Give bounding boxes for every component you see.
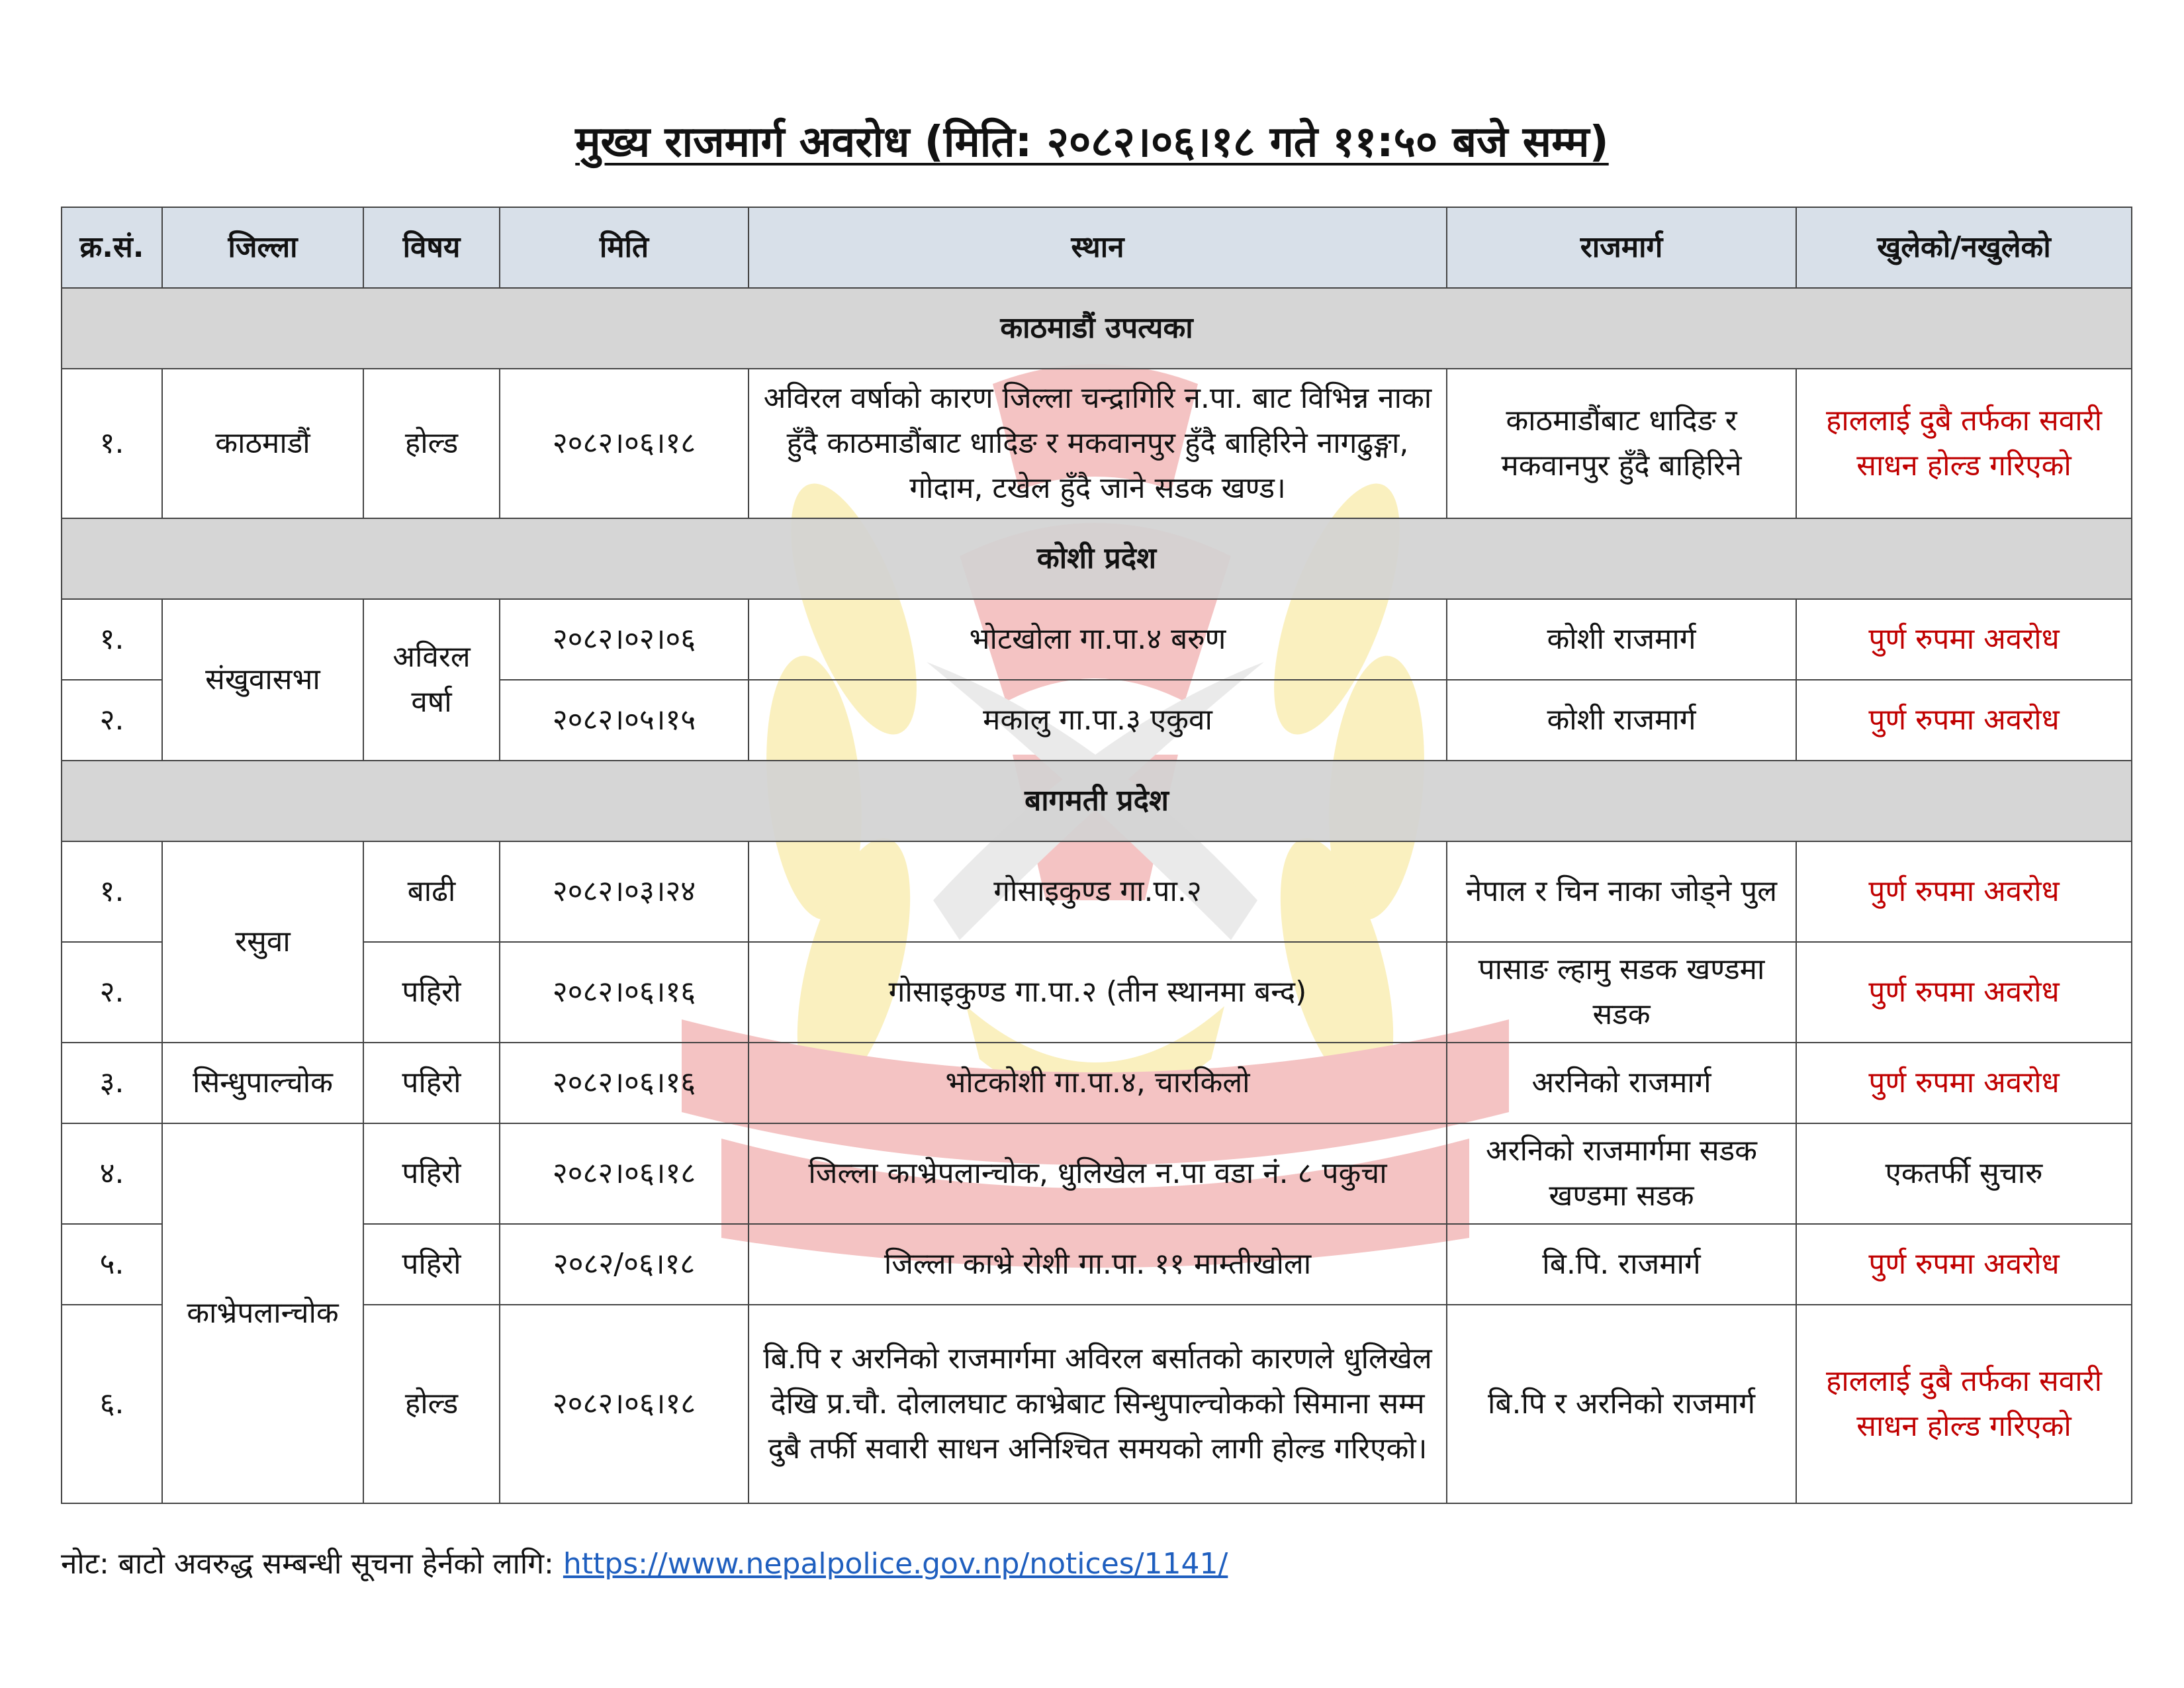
cell-place: जिल्ला काभ्रेपलान्चोक, धुलिखेल न.पा वडा नं. ८ पकुचा (749, 1123, 1447, 1224)
region-name: बागमती प्रदेश (62, 761, 2132, 841)
cell-serial: २. (62, 942, 162, 1043)
cell-subject: होल्ड (363, 369, 500, 518)
highway-obstruction-table (61, 207, 2132, 1504)
table-row (62, 369, 2132, 518)
cell-status: पुर्ण रुपमा अवरोध (1796, 1043, 2132, 1123)
cell-date: २०८२।०६।१८ (500, 369, 749, 518)
cell-subject: होल्ड (363, 1305, 500, 1503)
footer-note (61, 1542, 1228, 1582)
cell-date: २०८२।०३।२४ (500, 841, 749, 942)
header-date: मिति (500, 207, 749, 288)
header-district: जिल्ला (162, 207, 363, 288)
cell-status: पुर्ण रुपमा अवरोध (1796, 599, 2132, 680)
cell-highway: अरनिको राजमार्गमा सडक खण्डमा सडक (1447, 1123, 1796, 1224)
cell-date: २०८२।०६।१६ (500, 1043, 749, 1123)
region-name: कोशी प्रदेश (62, 518, 2132, 599)
cell-status: पुर्ण रुपमा अवरोध (1796, 1224, 2132, 1305)
table-header-row (62, 207, 2132, 288)
cell-place: मकालु गा.पा.३ एकुवा (749, 680, 1447, 761)
cell-district: रसुवा (162, 841, 363, 1043)
cell-highway: पासाङ ल्हामु सडक खण्डमा सडक (1447, 942, 1796, 1043)
cell-subject: पहिरो (363, 942, 500, 1043)
cell-place: गोसाइकुण्ड गा.पा.२ (749, 841, 1447, 942)
cell-place: भोटकोशी गा.पा.४, चारकिलो (749, 1043, 1447, 1123)
cell-subject: पहिरो (363, 1123, 500, 1224)
table-row (62, 599, 2132, 680)
region-row (62, 288, 2132, 369)
cell-serial: १. (62, 841, 162, 942)
region-row (62, 761, 2132, 841)
table-row (62, 942, 2132, 1043)
cell-highway: कोशी राजमार्ग (1447, 599, 1796, 680)
header-place: स्थान (749, 207, 1447, 288)
cell-subject: पहिरो (363, 1224, 500, 1305)
cell-subject: अविरल वर्षा (363, 599, 500, 761)
table-row (62, 1224, 2132, 1305)
cell-date: २०८२।०६।१८ (500, 1123, 749, 1224)
cell-district: सिन्धुपाल्चोक (162, 1043, 363, 1123)
table-row (62, 1305, 2132, 1503)
cell-place: गोसाइकुण्ड गा.पा.२ (तीन स्थानमा बन्द) (749, 942, 1447, 1043)
cell-subject: पहिरो (363, 1043, 500, 1123)
cell-highway: बि.पि. राजमार्ग (1447, 1224, 1796, 1305)
cell-place: जिल्ला काभ्रे रोशी गा.पा. ११ माम्तीखोला (749, 1224, 1447, 1305)
cell-serial: १. (62, 599, 162, 680)
cell-serial: ४. (62, 1123, 162, 1224)
header-highway: राजमार्ग (1447, 207, 1796, 288)
cell-date: २०८२/०६।१८ (500, 1224, 749, 1305)
cell-status: पुर्ण रुपमा अवरोध (1796, 942, 2132, 1043)
cell-place: बि.पि र अरनिको राजमार्गमा अविरल बर्सातको कारणले धुलिखेल देखि प्र.चौ. दोलालघाट काभ्रेबाट सिन्धुपाल्चोकको सिमाना सम्म दुबै तर्फी सवारी साधन अनिश्चित समयको लागी होल्ड गरिएको। (749, 1305, 1447, 1503)
cell-highway: काठमाडौंबाट धादिङ र मकवानपुर हुँदै बाहिरिने (1447, 369, 1796, 518)
table-row (62, 1123, 2132, 1224)
note-text: नोट: बाटो अवरुद्ध सम्बन्धी सूचना हेर्नको लागि: (61, 1547, 563, 1581)
cell-date: २०८२।०६।१८ (500, 1305, 749, 1503)
cell-district: संखुवासभा (162, 599, 363, 761)
cell-district: काठमाडौं (162, 369, 363, 518)
header-serial: क्र.सं. (62, 207, 162, 288)
cell-district: काभ्रेपलान्चोक (162, 1123, 363, 1503)
cell-highway: बि.पि र अरनिको राजमार्ग (1447, 1305, 1796, 1503)
cell-place: भोटखोला गा.पा.४ बरुण (749, 599, 1447, 680)
region-name: काठमाडौं उपत्यका (62, 288, 2132, 369)
header-status: खुलेको/नखुलेको (1796, 207, 2132, 288)
cell-status: हाललाई दुबै तर्फका सवारी साधन होल्ड गरिएको (1796, 1305, 2132, 1503)
cell-serial: १. (62, 369, 162, 518)
cell-date: २०८२।०५।१५ (500, 680, 749, 761)
cell-serial: ३. (62, 1043, 162, 1123)
cell-status: हाललाई दुबै तर्फका सवारी साधन होल्ड गरिएको (1796, 369, 2132, 518)
header-subject: विषय (363, 207, 500, 288)
cell-place: अविरल वर्षाको कारण जिल्ला चन्द्रागिरि न.पा. बाट विभिन्न नाका हुँदै काठमाडौंबाट धादिङ र मकवानपुर हुँदै बाहिरिने नागढुङ्गा, गोदाम, टखेल हुँदै जाने सडक खण्ड। (749, 369, 1447, 518)
table-row (62, 1043, 2132, 1123)
cell-subject: बाढी (363, 841, 500, 942)
cell-highway: अरनिको राजमार्ग (1447, 1043, 1796, 1123)
page-title: मुख्य राजमार्ग अवरोध (मिति: २०८२।०६।१८ गते ११:५० बजे सम्म) (575, 118, 1609, 167)
cell-status: एकतर्फी सुचारु (1796, 1123, 2132, 1224)
cell-status: पुर्ण रुपमा अवरोध (1796, 841, 2132, 942)
cell-serial: २. (62, 680, 162, 761)
cell-date: २०८२।०६।१६ (500, 942, 749, 1043)
cell-status: पुर्ण रुपमा अवरोध (1796, 680, 2132, 761)
notice-link[interactable]: https://www.nepalpolice.gov.np/notices/1141/ (563, 1547, 1228, 1581)
cell-highway: नेपाल र चिन नाका जोड्ने पुल (1447, 841, 1796, 942)
cell-highway: कोशी राजमार्ग (1447, 680, 1796, 761)
table-row (62, 841, 2132, 942)
cell-serial: ६. (62, 1305, 162, 1503)
cell-date: २०८२।०२।०६ (500, 599, 749, 680)
cell-serial: ५. (62, 1224, 162, 1305)
region-row (62, 518, 2132, 599)
